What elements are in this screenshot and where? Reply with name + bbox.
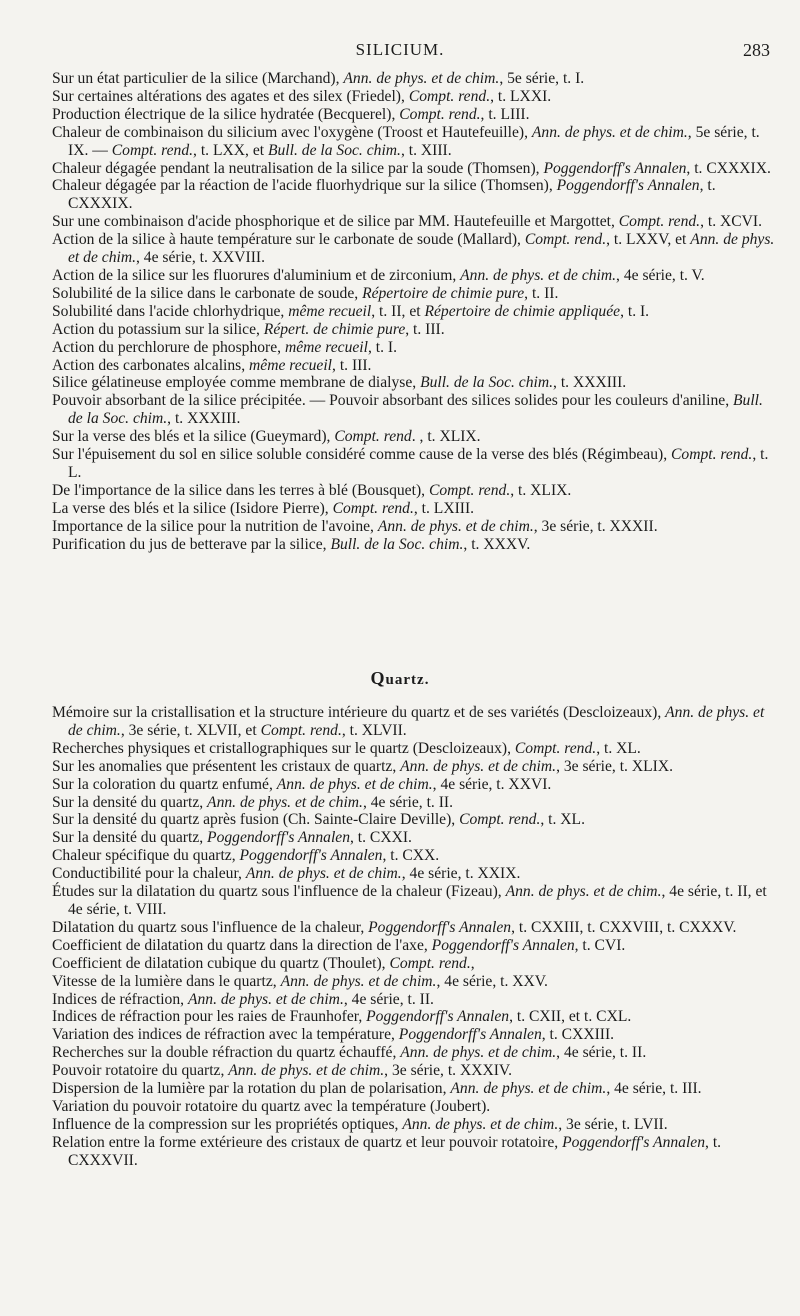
entry-text: Purification du jus de betterave par la silice,	[52, 535, 331, 553]
bibliography-entry	[52, 1044, 776, 1062]
entry-text: , t. XLIX.	[510, 481, 572, 499]
journal-title: Ann. de phys. et de chim.	[228, 1062, 385, 1080]
bibliography-entry	[52, 160, 776, 178]
entry-text: Chaleur dégagée pendant la neutralisation de la silice par la soude (Thomsen),	[52, 159, 544, 177]
entry-text: Importance de la silice pour la nutrition de l'avoine,	[52, 517, 378, 535]
journal-title: Ann. de phys. et de chim.	[400, 757, 557, 775]
running-title: SILICIUM.	[355, 40, 445, 59]
bibliography-entry	[52, 865, 776, 883]
entry-text: Action de la silice à haute température sur le carbonate de soude (Mallard),	[52, 231, 525, 249]
bibliography-entry	[52, 500, 776, 518]
journal-title: Répertoire de chimie pure	[362, 284, 525, 302]
entry-text: , 3e série, t. LVII.	[558, 1115, 668, 1133]
entry-text: , t. LIII.	[480, 105, 530, 123]
page-header	[0, 40, 800, 64]
journal-title: même recueil	[288, 302, 372, 320]
bibliography-entry	[52, 704, 776, 740]
entry-text: Pouvoir rotatoire du quartz,	[52, 1062, 229, 1080]
entry-text: Recherches sur la double réfraction du quartz échauffé,	[52, 1044, 401, 1062]
journal-title: Compt. rend.	[408, 87, 491, 105]
section-heading-quartz	[0, 668, 800, 689]
entry-text: , 3e série, t. XLIX.	[556, 757, 673, 775]
entry-text: , t. XLVII.	[341, 721, 407, 739]
entry-text: , t. XXXIII.	[553, 374, 627, 392]
entry-text: , 5e série, t. I.	[499, 70, 585, 87]
journal-title: Poggendorff's Annalen	[207, 829, 350, 847]
entry-text: Variation des indices de réfraction avec la température,	[52, 1026, 399, 1044]
entry-text: , 4e série, t. III.	[606, 1080, 702, 1098]
entry-text: , t. CVI.	[574, 936, 626, 954]
entry-text: Action du perchlorure de phosphore,	[52, 338, 285, 356]
entry-text: Indices de réfraction,	[52, 990, 188, 1008]
bibliography-entry	[52, 1098, 776, 1116]
entry-text: Dilatation du quartz sous l'influence de la chaleur,	[52, 918, 369, 936]
bibliography-entry	[52, 919, 776, 937]
entry-text: Conductibilité pour la chaleur,	[52, 865, 246, 883]
entry-text: . , t. XLIX.	[411, 428, 481, 446]
entry-text: Action des carbonates alcalins,	[52, 356, 250, 374]
bibliography-entry	[52, 811, 776, 829]
bibliography-entry	[52, 482, 776, 500]
journal-title: Bull. de la Soc. chim.	[330, 535, 464, 553]
bibliography-entry	[52, 955, 776, 973]
entry-text: Vitesse de la lumière dans le quartz,	[52, 972, 281, 990]
bibliography-entry	[52, 829, 776, 847]
entry-text: Action du potassium sur la silice,	[52, 320, 264, 338]
entry-text: Chaleur de combinaison du silicium avec l'oxygène (Troost et Hautefeuille),	[52, 123, 532, 141]
bibliography-entry	[52, 776, 776, 794]
bibliography-entry	[52, 374, 776, 392]
entry-text: , t. LXXV, et	[606, 231, 691, 249]
journal-title: Ann. de phys. et de chim.	[207, 793, 363, 811]
entry-text: Sur une combinaison d'acide phosphorique et de silice par MM. Hautefeuille et Margottet,	[52, 213, 619, 231]
entry-text: , 4e série, t. XXIX.	[401, 865, 521, 883]
entry-text: , t. LXIII.	[413, 499, 475, 517]
bibliography-entry	[52, 88, 776, 106]
journal-title: Ann. de phys. et de chim.	[400, 1044, 557, 1062]
entry-text: , t. III.	[405, 320, 445, 338]
journal-title: Compt. rend.	[671, 446, 753, 464]
bibliography-entry	[52, 267, 776, 285]
entry-text: , t. I.	[620, 302, 650, 320]
entry-text: Pouvoir absorbant de la silice précipitée. — Pouvoir absorbant des silices solides pour les couleurs d'aniline,	[52, 392, 733, 410]
journal-title: Poggendorff's Annalen	[239, 847, 383, 865]
bibliography-entry	[52, 392, 776, 428]
bibliography-entry	[52, 303, 776, 321]
entry-text: Sur certaines altérations des agates et des silex (Friedel),	[52, 87, 409, 105]
entry-text: Silice gélatineuse employée comme membrane de dialyse,	[52, 374, 421, 392]
journal-title: Ann. de phys. et de chim.	[68, 704, 765, 739]
bibliography-entry	[52, 1134, 776, 1170]
journal-title: Poggendorff's Annalen	[398, 1026, 542, 1044]
entry-text: , t. L.	[68, 446, 769, 481]
entry-text: , t. XXXV.	[463, 535, 531, 553]
journal-title: Ann. de phys. et de chim.	[343, 70, 500, 87]
bibliography-entry	[52, 794, 776, 812]
entry-text: Production électrique de la silice hydratée (Becquerel),	[52, 105, 400, 123]
entry-text: Coefficient de dilatation cubique du quartz (Thoulet),	[52, 954, 390, 972]
bibliography-entry	[52, 937, 776, 955]
journal-title: Compt. rend.	[389, 954, 471, 972]
journal-title: Compt. rend.	[428, 481, 511, 499]
entry-text: Influence de la compression sur les propriétés optiques,	[52, 1115, 403, 1133]
heading-initial: Q	[370, 668, 386, 688]
entry-text: , 4e série, t. XXV.	[436, 972, 548, 990]
journal-title: Ann. de phys. et de chim.	[377, 517, 534, 535]
entry-text: Sur la coloration du quartz enfumé,	[52, 775, 277, 793]
journal-title: Compt. rend.	[111, 141, 194, 159]
heading-rest: uartz.	[385, 672, 430, 688]
entry-text: , t. CXXIII.	[541, 1026, 615, 1044]
entry-text: , 4e série, t. V.	[616, 266, 705, 284]
journal-title: Compt. rend.	[459, 811, 541, 829]
journal-title: Bull. de la Soc. chim.	[420, 374, 554, 392]
bibliography-entry	[52, 991, 776, 1009]
entry-text: Sur la verse des blés et la silice (Gueymard),	[52, 428, 335, 446]
entry-text: , 3e série, t. XLVII, et	[120, 721, 261, 739]
entry-text: Sur la densité du quartz après fusion (Ch. Sainte-Claire Deville),	[52, 811, 460, 829]
journal-title: Répert. de chimie pure	[263, 320, 406, 338]
entry-text: Solubilité de la silice dans le carbonate de soude,	[52, 284, 363, 302]
entry-text: , t. CXXIII, t. CXXVIII, t. CXXXV.	[511, 918, 737, 936]
bibliography-entry	[52, 740, 776, 758]
entry-text: Solubilité dans l'acide chlorhydrique,	[52, 302, 289, 320]
bibliography-entry	[52, 177, 776, 213]
bibliography-entry	[52, 446, 776, 482]
journal-title: Ann. de phys. et de chim.	[402, 1115, 559, 1133]
entry-text: , 4e série, t. II.	[556, 1044, 647, 1062]
bibliography-entry	[52, 758, 776, 776]
entry-text: , t. III.	[332, 356, 372, 374]
bibliography-entry	[52, 1062, 776, 1080]
journal-title: Poggendorff's Annalen	[368, 918, 512, 936]
journal-title: Ann. de phys. et de chim.	[187, 990, 344, 1008]
entry-text: Sur la densité du quartz,	[52, 829, 208, 847]
entry-text: , t. XIII.	[400, 141, 452, 159]
journal-title: Ann. de phys. et de chim.	[245, 865, 402, 883]
bibliography-entry	[52, 847, 776, 865]
bibliography-entry	[52, 973, 776, 991]
journal-title: Ann. de phys. et de chim.	[505, 883, 662, 901]
entry-text: , 3e série, t. XXXIV.	[384, 1062, 513, 1080]
entry-text: , t. II.	[524, 284, 559, 302]
entry-text: , 4e série, t. II.	[362, 793, 454, 811]
entry-text: , 4e série, t. XXVI.	[432, 775, 552, 793]
journal-title: Bull. de la Soc. chim.	[267, 141, 401, 159]
entry-text: , t. II, et	[371, 302, 425, 320]
entry-text: , 4e série, t. II.	[343, 990, 434, 1008]
journal-title: Ann. de phys. et de chim.	[276, 775, 433, 793]
entry-text: Dispersion de la lumière par la rotation du plan de polarisation,	[52, 1080, 451, 1098]
entry-text: , 4e série, t. XXVIII.	[135, 249, 266, 267]
bibliography-entry	[52, 70, 776, 88]
entry-text: , t. LXX, et	[193, 141, 268, 159]
bibliography-entry	[52, 428, 776, 446]
entry-text: Chaleur spécifique du quartz,	[52, 847, 240, 865]
journal-title: Ann. de phys. et de chim.	[68, 231, 775, 267]
journal-title: Compt. rend.	[399, 105, 481, 123]
entry-text: Variation du pouvoir rotatoire du quartz avec la température (Joubert).	[52, 1097, 491, 1115]
bibliography-entry	[52, 285, 776, 303]
entry-text: , t. CXXXIX.	[68, 177, 716, 213]
journal-title: Compt. rend	[334, 428, 412, 446]
entry-text: Sur un état particulier de la silice (Marchand),	[52, 70, 344, 87]
bibliography-entry	[52, 1026, 776, 1044]
journal-title: Poggendorff's Annalen	[562, 1133, 706, 1151]
bibliography-entry	[52, 1116, 776, 1134]
journal-title: Compt. rend.	[260, 721, 342, 739]
journal-title: Bull. de la Soc. chim.	[68, 392, 763, 428]
entry-text: Recherches physiques et cristallographiques sur le quartz (Descloizeaux),	[52, 739, 515, 757]
journal-title: Poggendorff's Annalen	[431, 936, 575, 954]
entry-text: , 3e série, t. XXXII.	[533, 517, 658, 535]
journal-title: Ann. de phys. et de chim.	[531, 123, 688, 141]
entry-text: , t. CXII, et t. CXL.	[509, 1008, 632, 1026]
journal-title: même recueil	[284, 338, 368, 356]
journal-title: Compt. rend.	[524, 231, 607, 249]
journal-title: Poggendorff's Annalen	[366, 1008, 510, 1026]
entry-text: , t. XL.	[540, 811, 585, 829]
journal-title: Compt. rend.	[514, 739, 597, 757]
journal-title: Ann. de phys. et de chim.	[280, 972, 437, 990]
bibliography-entry	[52, 357, 776, 375]
entry-text: , 5e série, t. IX. —	[68, 123, 760, 159]
bibliography-entry	[52, 321, 776, 339]
entry-text: Chaleur dégagée par la réaction de l'acide fluorhydrique sur la silice (Thomsen),	[52, 177, 557, 195]
entry-text: De l'importance de la silice dans les terres à blé (Bousquet),	[52, 481, 429, 499]
journal-title: Ann. de phys. et de chim.	[450, 1080, 607, 1098]
journal-title: Compt. rend.	[332, 499, 414, 517]
journal-title: Poggendorff's Annalen	[556, 177, 700, 195]
page-number: 283	[743, 40, 770, 60]
entry-text: , t. I.	[367, 338, 397, 356]
bibliography-entry	[52, 1080, 776, 1098]
entry-text: , t. CXX.	[382, 847, 440, 865]
journal-title: Compt. rend.	[618, 213, 701, 231]
quartz-bibliography	[52, 704, 776, 1170]
entry-text: , 4e série, t. II, et 4e série, t. VIII.	[68, 883, 767, 918]
entry-text: Sur l'épuisement du sol en silice soluble considéré comme cause de la verse des blés (Régimbeau),	[52, 446, 672, 464]
entry-text: , t. XCVI.	[700, 213, 763, 231]
bibliography-entry	[52, 339, 776, 357]
entry-text: Relation entre la forme extérieure des cristaux de quartz et leur pouvoir rotatoire,	[52, 1133, 563, 1151]
bibliography-entry	[52, 213, 776, 231]
entry-text: Action de la silice sur les fluorures d'aluminium et de zirconium,	[52, 266, 461, 284]
entry-text: La verse des blés et la silice (Isidore Pierre),	[52, 499, 333, 517]
entry-text: Mémoire sur la cristallisation et la structure intérieure du quartz et de ses variétés (Descloizeaux),	[52, 704, 666, 721]
bibliography-entry	[52, 1008, 776, 1026]
entry-text: , t. LXXI.	[490, 87, 552, 105]
bibliography-entry	[52, 883, 776, 919]
bibliography-entry	[52, 536, 776, 554]
journal-title: même recueil	[249, 356, 333, 374]
entry-text: , t. CXXI.	[350, 829, 412, 847]
entry-text: , t. CXXXVII.	[68, 1133, 722, 1169]
entry-text: Sur la densité du quartz,	[52, 793, 208, 811]
silicium-bibliography	[52, 70, 776, 553]
journal-title: Poggendorff's Annalen	[543, 159, 687, 177]
entry-text: Indices de réfraction pour les raies de Fraunhofer,	[52, 1008, 367, 1026]
entry-text: Sur les anomalies que présentent les cristaux de quartz,	[52, 757, 401, 775]
entry-text: , t. CXXXIX.	[686, 159, 771, 177]
bibliography-entry	[52, 124, 776, 160]
bibliography-entry	[52, 231, 776, 267]
entry-text: Études sur la dilatation du quartz sous l'influence de la chaleur (Fizeau),	[52, 883, 506, 901]
entry-text: Coefficient de dilatation du quartz dans la direction de l'axe,	[52, 936, 432, 954]
entry-text: , t. XL.	[596, 739, 641, 757]
journal-title: Répertoire de chimie appliquée	[424, 302, 621, 320]
journal-title: Ann. de phys. et de chim.	[460, 266, 617, 284]
bibliography-entry	[52, 106, 776, 124]
entry-text: ,	[470, 954, 475, 972]
entry-text: , t. XXXIII.	[167, 410, 241, 428]
bibliography-entry	[52, 518, 776, 536]
